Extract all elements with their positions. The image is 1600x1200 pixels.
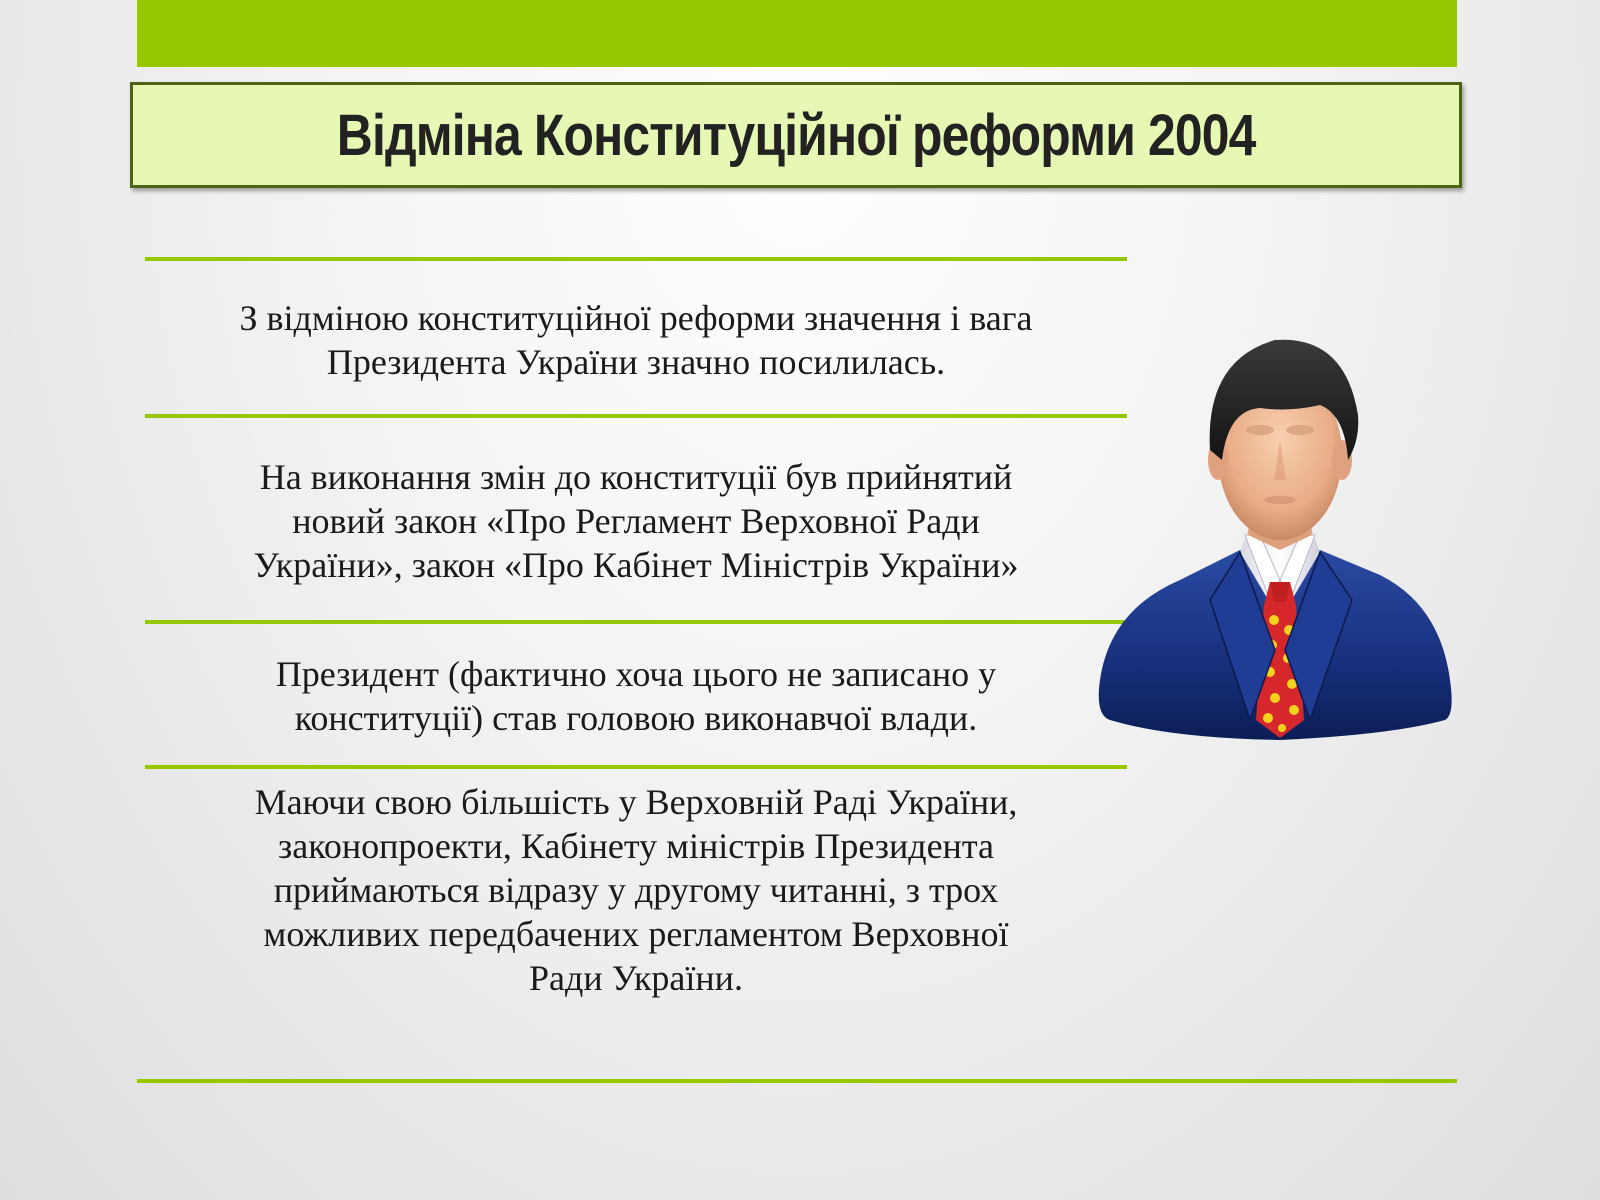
title-box (130, 82, 1462, 188)
divider-line (145, 414, 1127, 418)
paragraph-line: Ради України. (529, 958, 743, 998)
paragraph-2 (145, 455, 1127, 587)
paragraph-line: На виконання змін до конституції був прийнятий (259, 457, 1013, 497)
top-accent-band (137, 0, 1457, 67)
paragraph-line: конституції) став головою виконавчої влади. (294, 698, 978, 738)
paragraph-line: приймаються відразу у другому читанні, з трох (273, 870, 999, 910)
paragraph-line: Президент (фактично хоча цього не записано у (275, 654, 997, 694)
divider-line (145, 765, 1127, 769)
bottom-divider-line (137, 1079, 1457, 1083)
divider-line (145, 620, 1127, 624)
paragraph-line: З відміною конституційної реформи значення і вага (239, 298, 1033, 338)
divider-line (145, 257, 1127, 261)
paragraph-3 (145, 652, 1127, 740)
businessman-icon (1090, 320, 1470, 750)
paragraph-line: Маючи свою більшість у Верховній Раді України, (254, 782, 1018, 822)
paragraph-line: Президента України значно посилилась. (326, 342, 946, 382)
slide-title: Відміна Конституційної реформи 2004 (336, 102, 1256, 168)
paragraph-1 (145, 296, 1127, 384)
paragraph-line: України», закон «Про Кабінет Міністрів України» (253, 545, 1019, 585)
paragraph-line: законопроекти, Кабінету міністрів Президента (278, 826, 994, 866)
paragraph-4 (145, 780, 1127, 1000)
paragraph-line: можливих передбачених регламентом Верховної (263, 914, 1009, 954)
paragraph-line: новий закон «Про Регламент Верховної Ради (292, 501, 980, 541)
